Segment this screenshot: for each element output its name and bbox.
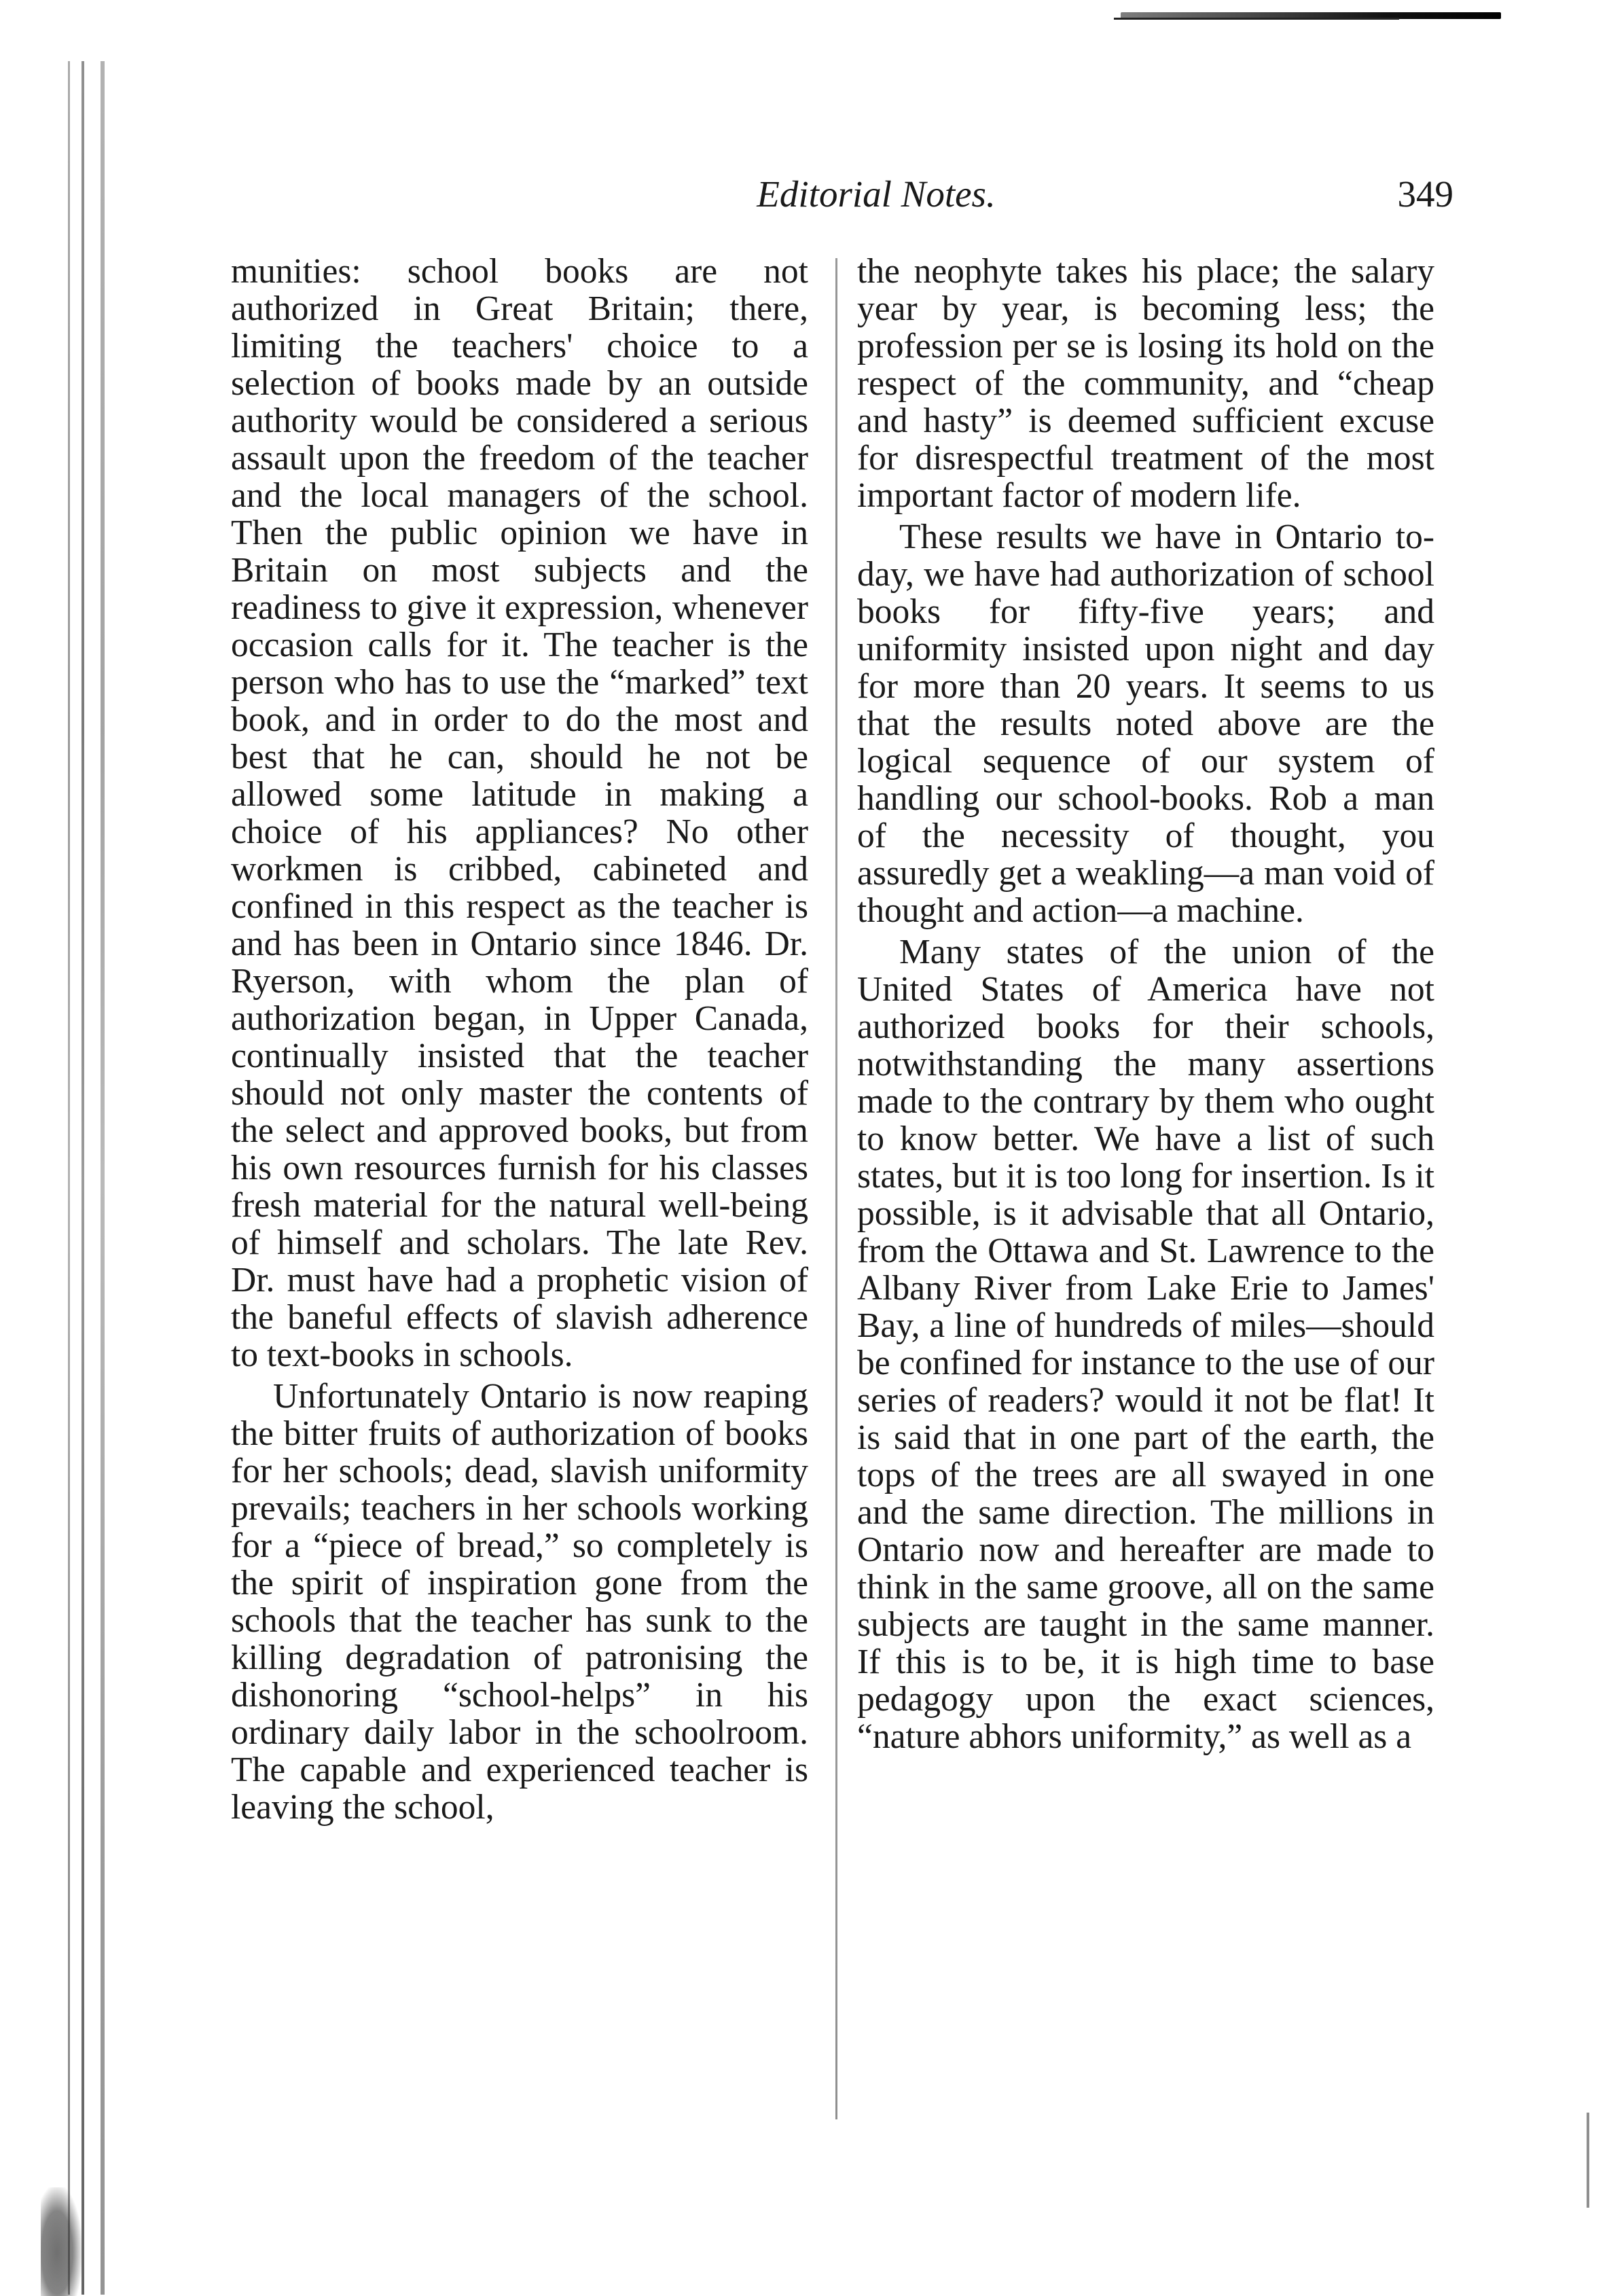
running-head: [231, 167, 1453, 221]
running-title: Editorial Notes.: [757, 173, 996, 215]
paragraph: These results we have in Ontario to-day, we have had authorization of school books for fifty-five years; and uniformity insisted upon night and day for more than 20 years. It seems to us that the results noted above are the logical sequence of our system of handling our school-books. Rob a man of the necessity of thought, you assuredly get a weakling—a man void of thought and action—a machine.: [857, 518, 1434, 930]
binding-edge: [68, 61, 109, 2295]
top-rule-thin: [1114, 18, 1399, 20]
margin-mark: [1587, 2113, 1589, 2208]
binding-line: [82, 61, 84, 2295]
binding-blot: [41, 2187, 82, 2296]
binding-line: [68, 61, 70, 2295]
page-number: 349: [1397, 173, 1453, 215]
paragraph: the neophyte takes his place; the salary year by year, is becoming less; the profession per se is losing its hold on the respect of the community, and “cheap and hasty” is deemed sufficient excuse for disrespectful treatment of the most important factor of modern life.: [857, 252, 1434, 515]
left-column: [231, 253, 808, 1826]
binding-line: [101, 61, 105, 2295]
right-column: [857, 253, 1434, 1755]
paragraph: Many states of the union of the United States of America have not authorized books for their schools, notwithstanding the many assertions made to the contrary by them who ought to know better. We have a list of such states, but it is too long for insertion. Is it possible, is it advisable that all Ontario, from the Ottawa and St. Lawrence to the Albany River from Lake Erie to James' Bay, a line of hundreds of miles—should be confined for instance to the use of our series of readers? would it not be flat! It is said that in one part of the earth, the tops of the trees are all swayed in one and the same direction. The millions in Ontario now and hereafter are made to think in the same groove, all on the same subjects are taught in the same manner. If this is to be, it is high time to base pedagogy upon the exact sciences, “nature abhors uniformity,” as well as a: [857, 933, 1434, 1756]
paragraph: munities: school books are not authorized in Great Britain; there, limiting the teachers' choice to a selection of books made by an outside authority would be considered a serious assault upon the freedom of the teacher and the local managers of the school. Then the public opinion we have in Britain on most subjects and the readiness to give it expression, whenever occasion calls for it. The teacher is the person who has to use the “marked” text book, and in order to do the most and best that he can, should he not be allowed some latitude in making a choice of his appliances? No other workmen is cribbed, cabineted and confined in this respect as the teacher is and has been in Ontario since 1846. Dr. Ryerson, with whom the plan of authorization began, in Upper Canada, continually insisted that the teacher should not only master the contents of the select and approved books, but from his own resources furnish for his classes fresh material for the natural well-being of himself and scholars. The late Rev. Dr. must have had a prophetic vision of the baneful effects of slavish adherence to text-books in schools.: [231, 252, 808, 1374]
column-divider: [835, 258, 837, 2119]
paragraph: Unfortunately Ontario is now reaping the bitter fruits of authorization of books for her schools; dead, slavish uniformity prevails; teachers in her schools working for a “piece of bread,” so completely is the spirit of inspiration gone from the schools that the teacher has sunk to the killing degradation of patronising the dishonoring “school-helps” in his ordinary daily labor in the schoolroom. The capable and experienced teacher is leaving the school,: [231, 1377, 808, 1827]
